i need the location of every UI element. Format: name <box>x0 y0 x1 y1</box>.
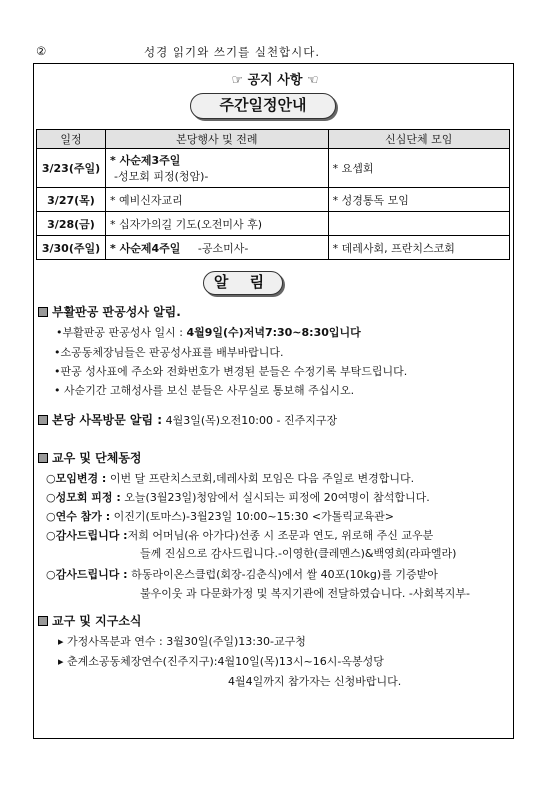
section-square-icon <box>38 415 48 425</box>
col-header-group-meeting: 신심단체 모임 <box>328 130 509 149</box>
row-event <box>106 236 329 260</box>
page-number: ② <box>36 44 47 58</box>
community-item <box>46 508 394 524</box>
row-group: * 데레사회, 프란치스코회 <box>328 236 509 260</box>
row-group <box>328 212 509 236</box>
section-square-icon <box>38 307 48 317</box>
schedule-table <box>36 129 510 260</box>
table-row <box>37 149 510 188</box>
row-date: 3/23(주일) <box>37 149 106 188</box>
community-item <box>46 470 414 486</box>
diocese-title-text: 교구 및 지구소식 <box>52 614 142 628</box>
community-item-label: ○감사드립니다 : <box>46 568 128 581</box>
easter-line1-prefix: •부활판공 판공성사 일시 : <box>56 326 187 339</box>
diocese-line-2: ▸ 춘계소공동체장연수(진주지구):4월10일(목)13시~16시-옥봉성당 <box>58 655 384 668</box>
visit-detail: 4월3일(목)오전10:00 - 진주지구장 <box>162 414 338 427</box>
community-item-continued: 들께 진심으로 감사드립니다.-이영한(클레멘스)&백영희(라파엘라) <box>140 547 457 560</box>
visit-title-text: 본당 사목방문 알림 : <box>52 413 163 427</box>
community-item-text: 오늘(3월23일)청암에서 실시되는 피정에 20여명이 참석합니다. <box>120 491 430 504</box>
easter-line-1 <box>56 324 361 340</box>
community-item-text: 이진기(토마스)-3월23일 10:00~15:30 <가톨릭교육관> <box>110 510 395 523</box>
row-group: * 성경통독 모임 <box>328 188 509 212</box>
row-event: * 십자가의길 기도(오전미사 후) <box>106 212 329 236</box>
community-item <box>46 489 430 505</box>
easter-title-text: 부활판공 판공성사 알림. <box>52 305 181 319</box>
col-header-date: 일정 <box>37 130 106 149</box>
diocese-section-title <box>38 612 142 629</box>
diocese-line-1: ▸ 가정사목분과 연수 : 3월30일(주일)13:30-교구청 <box>58 635 306 648</box>
row-date: 3/28(금) <box>37 212 106 236</box>
alim-title: 알 림 <box>203 271 283 295</box>
schedule-header-row <box>37 130 510 149</box>
row-group: * 요셉회 <box>328 149 509 188</box>
motto: 성경 읽기와 쓰기를 실천합시다. <box>144 45 321 59</box>
easter-section-title <box>38 303 181 320</box>
community-item <box>46 527 433 543</box>
table-row <box>37 236 510 260</box>
visit-section <box>38 411 337 428</box>
notice-title: ☞ 공지 사항 ☜ <box>231 73 319 88</box>
community-item <box>46 566 438 582</box>
page-header <box>36 44 516 60</box>
community-section-title <box>38 449 142 466</box>
community-item-label: ○모임변경 : <box>46 472 107 485</box>
easter-line1-date: 4월9일(수)저녁7:30~8:30입니다 <box>186 326 361 339</box>
community-item-continued: 불우이웃 과 다문화가정 및 복지기관에 전달하였습니다. -사회복지부- <box>140 587 470 600</box>
row-event-line2: -공소미사- <box>197 241 249 255</box>
easter-line-2: •소공동체장님들은 판공성사표를 배부바랍니다. <box>54 346 284 359</box>
row-date: 3/30(주일) <box>37 236 106 260</box>
row-event: * 예비신자교리 <box>106 188 329 212</box>
row-event-line2: -성모회 피정(청암)- <box>114 170 209 183</box>
easter-line-4: • 사순기간 고해성사를 보신 분들은 사무실로 통보해 주십시오. <box>54 384 355 397</box>
schedule-title: 주간일정안내 <box>190 93 336 119</box>
community-item-text: 저희 어머님(유 아가다)선종 시 조문과 연도, 위로해 주신 교우분 <box>127 529 434 542</box>
easter-line-3: •판공 성사표에 주소와 전화번호가 변경된 분들은 수정기록 부탁드립니다. <box>54 365 408 378</box>
table-row <box>37 188 510 212</box>
community-item-label: ○성모회 피정 : <box>46 491 121 504</box>
table-row <box>37 212 510 236</box>
row-date: 3/27(목) <box>37 188 106 212</box>
section-square-icon <box>38 453 48 463</box>
community-item-label: ○감사드립니다 : <box>46 529 128 542</box>
row-event-line1: * 사순제4주일 <box>110 241 181 255</box>
community-item-text: 하동라이온스클럽(회장-김춘식)에서 쌀 40포(10kg)를 기증받아 <box>127 568 438 581</box>
diocese-line-3: 4월4일까지 참가자는 신청바랍니다. <box>228 675 402 688</box>
community-item-label: ○연수 참가 : <box>46 510 111 523</box>
section-square-icon <box>38 616 48 626</box>
row-event <box>106 149 329 188</box>
col-header-parish-event: 본당행사 및 전례 <box>106 130 329 149</box>
community-title-text: 교우 및 단체동정 <box>52 451 142 465</box>
community-item-text: 이번 달 프란치스코회,데레사회 모임은 다음 주일로 변경합니다. <box>106 472 415 485</box>
row-event-line1: * 사순제3주일 <box>110 154 181 167</box>
